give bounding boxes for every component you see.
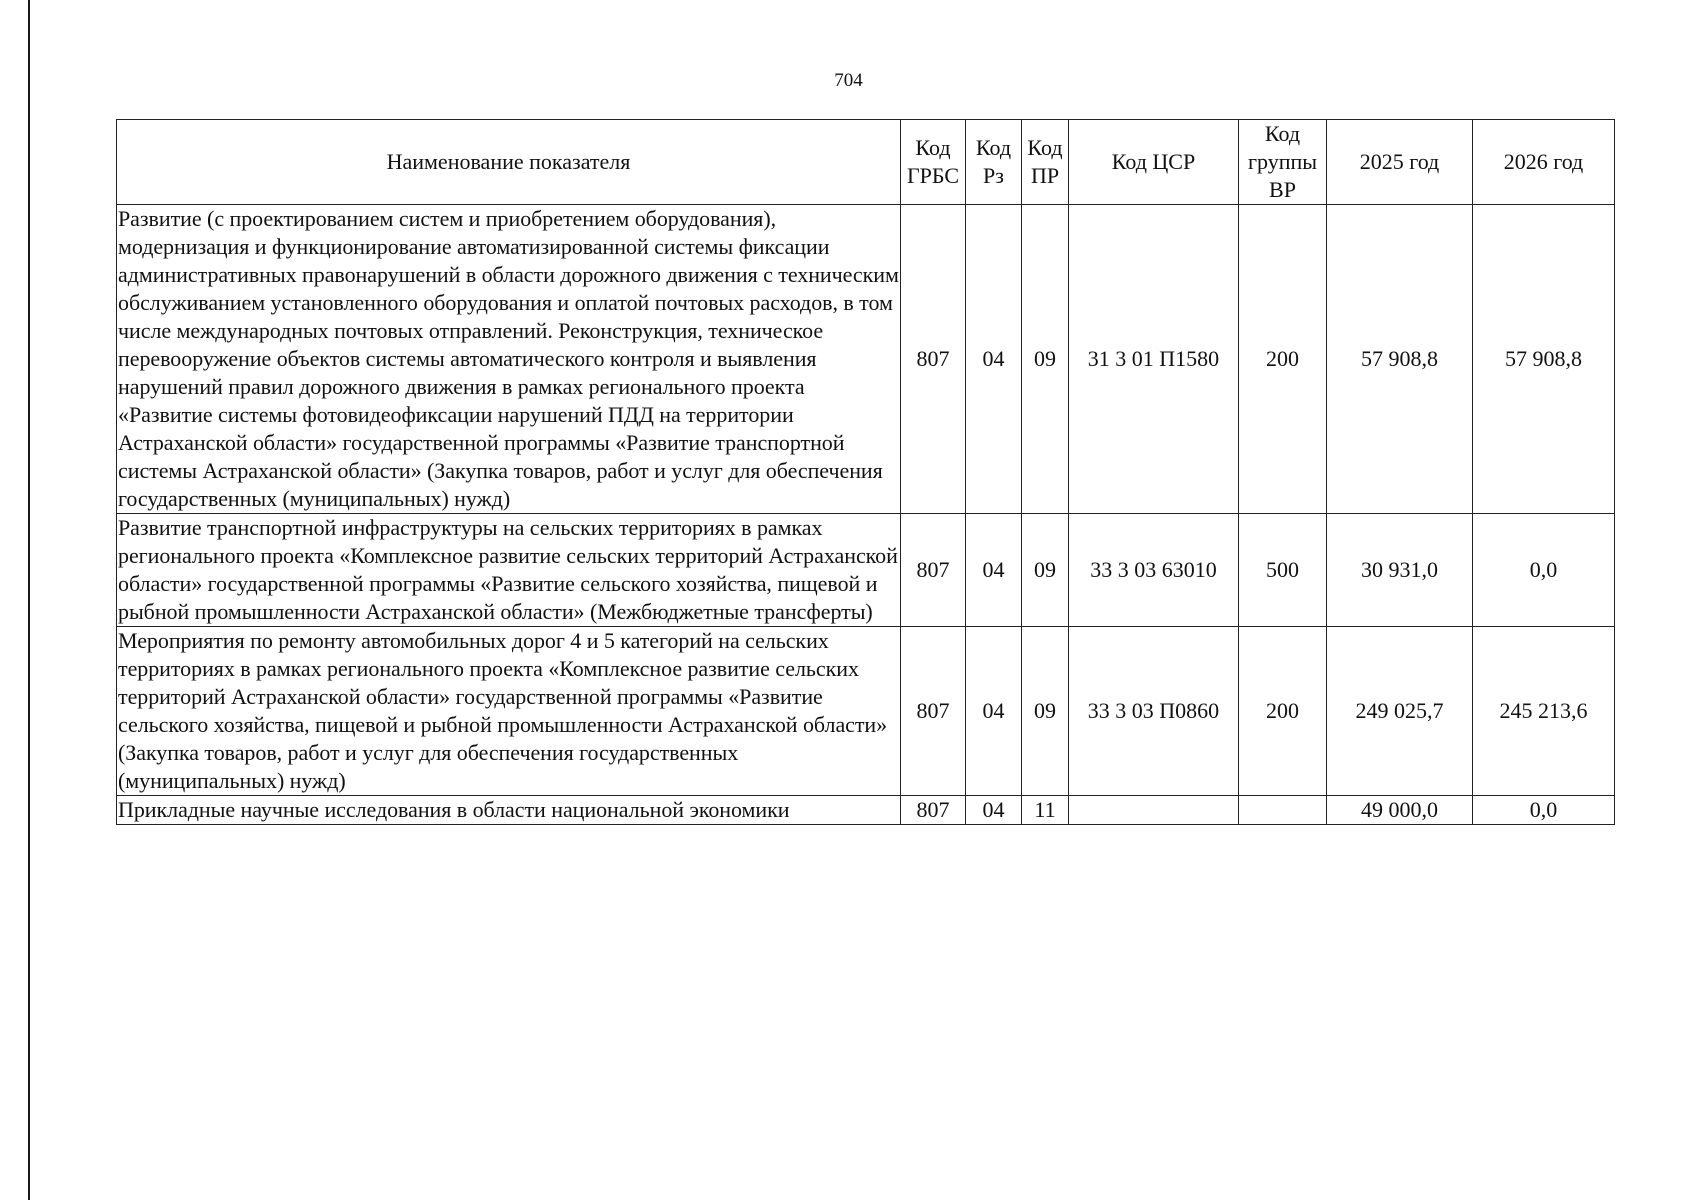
row-csr xyxy=(1069,796,1239,825)
table-row xyxy=(117,796,1615,825)
row-name: Развитие транспортной инфраструктуры на сельских территориях в рамках регионального проекта «Комплексное развитие сельских территорий Астраханской области» государственной программы «Развитие сельского хозяйства, пищевой и рыбной промышленности Астраханской области» (Межбюджетные трансферты) xyxy=(117,514,901,627)
row-2026: 245 213,6 xyxy=(1473,627,1615,796)
budget-table xyxy=(116,119,1615,825)
row-grbs: 807 xyxy=(901,796,966,825)
row-name: Прикладные научные исследования в области национальной экономики xyxy=(117,796,901,825)
row-vr xyxy=(1239,796,1327,825)
row-pr: 09 xyxy=(1022,627,1069,796)
header-grbs: Код ГРБС xyxy=(901,120,966,205)
row-2025: 49 000,0 xyxy=(1327,796,1473,825)
header-pr: Код ПР xyxy=(1022,120,1069,205)
row-pr: 09 xyxy=(1022,205,1069,514)
scan-left-edge-line xyxy=(28,0,30,1200)
row-rz: 04 xyxy=(966,627,1022,796)
row-2026: 0,0 xyxy=(1473,514,1615,627)
row-vr: 500 xyxy=(1239,514,1327,627)
row-2025: 249 025,7 xyxy=(1327,627,1473,796)
row-csr: 33 3 03 63010 xyxy=(1069,514,1239,627)
header-name: Наименование показателя xyxy=(117,120,901,205)
row-vr: 200 xyxy=(1239,627,1327,796)
row-rz: 04 xyxy=(966,796,1022,825)
header-rz: Код Рз xyxy=(966,120,1022,205)
table-row xyxy=(117,627,1615,796)
row-name: Мероприятия по ремонту автомобильных дорог 4 и 5 категорий на сельских территориях в рамках регионального проекта «Комплексное развитие сельских территорий Астраханской области» государственной программы «Развитие сельского хозяйства, пищевой и рыбной промышленности Астраханской области» (Закупка товаров, работ и услуг для обеспечения государственных (муниципальных) нужд) xyxy=(117,627,901,796)
header-vr: Код группы ВР xyxy=(1239,120,1327,205)
row-pr: 11 xyxy=(1022,796,1069,825)
row-rz: 04 xyxy=(966,514,1022,627)
row-pr: 09 xyxy=(1022,514,1069,627)
row-name: Развитие (с проектированием систем и приобретением оборудования), модернизация и функционирование автоматизированной системы фиксации административных правонарушений в области дорожного движения с техническим обслуживанием установленного оборудования и оплатой почтовых расходов, в том числе международных почтовых отправлений. Реконструкция, техническое перевооружение объектов системы автоматического контроля и выявления нарушений правил дорожного движения в рамках регионального проекта «Развитие системы фотовидеофиксации нарушений ПДД на территории Астраханской области» государственной программы «Развитие транспортной системы Астраханской области» (Закупка товаров, работ и услуг для обеспечения государственных (муниципальных) нужд) xyxy=(117,205,901,514)
row-2025: 57 908,8 xyxy=(1327,205,1473,514)
row-2025: 30 931,0 xyxy=(1327,514,1473,627)
table-header xyxy=(117,120,1615,205)
row-rz: 04 xyxy=(966,205,1022,514)
table-header-row xyxy=(117,120,1615,205)
table-body xyxy=(117,205,1615,825)
header-2025: 2025 год xyxy=(1327,120,1473,205)
row-2026: 0,0 xyxy=(1473,796,1615,825)
row-csr: 33 3 03 П0860 xyxy=(1069,627,1239,796)
row-csr: 31 3 01 П1580 xyxy=(1069,205,1239,514)
row-2026: 57 908,8 xyxy=(1473,205,1615,514)
row-grbs: 807 xyxy=(901,627,966,796)
page-number: 704 xyxy=(834,70,863,91)
row-grbs: 807 xyxy=(901,514,966,627)
row-grbs: 807 xyxy=(901,205,966,514)
header-2026: 2026 год xyxy=(1473,120,1615,205)
table-row xyxy=(117,205,1615,514)
header-csr: Код ЦСР xyxy=(1069,120,1239,205)
row-vr: 200 xyxy=(1239,205,1327,514)
table-row xyxy=(117,514,1615,627)
